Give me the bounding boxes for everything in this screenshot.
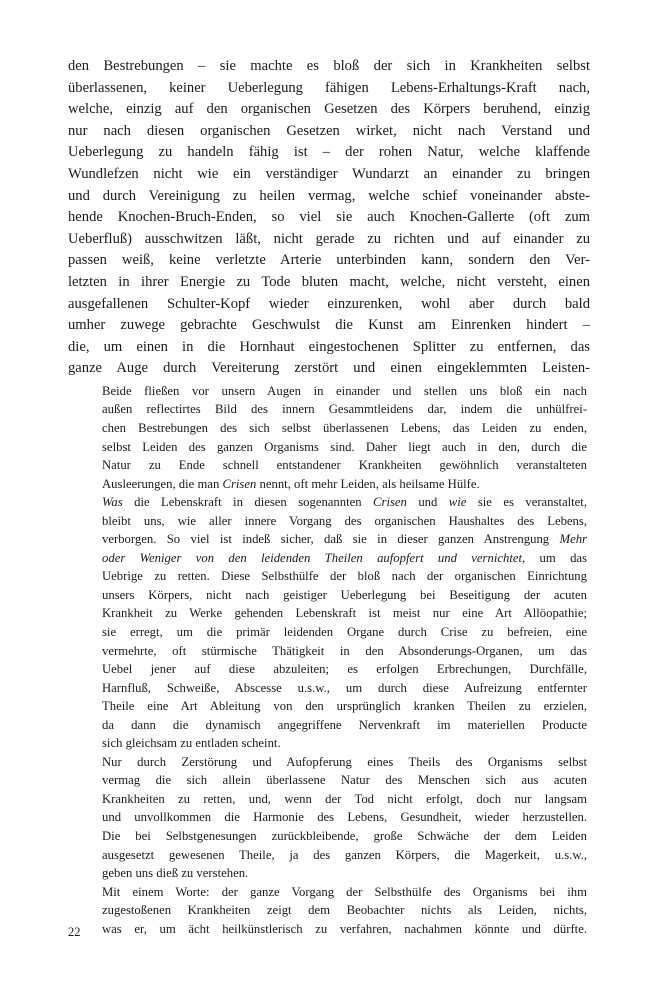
text-line: die, um einen in die Hornhaut eingestochenen Splitter zu entfernen, das xyxy=(68,338,590,355)
note-line: und unvollkommen die Harmonie des Lebens, Gesundheit, wieder herzustellen. xyxy=(102,810,587,825)
text-line: Ueberfluß) ausschwitzen läßt, nicht gerade zu richten und auf einander zu xyxy=(68,230,590,247)
note-line: zugestoßenen Krankheiten zeigt dem Beobachter nichts als Leiden, nichts, xyxy=(102,903,587,918)
text-line: welche, einzig auf den organischen Gesetzen des Körpers beruhend, einzig xyxy=(68,101,590,118)
text-line: ausgefallenen Schulter-Kopf wieder einzurenken, wohl aber durch bald xyxy=(68,295,590,312)
note-line: außen reflectirtes Bild des innern Gesammtleidens dar, indem die unhülfrei- xyxy=(102,402,587,417)
note-text: verborgen. So viel ist indeß sicher, daß sie in dieser ganzen Anstrengung xyxy=(102,532,560,547)
note-line: was er, um ächt heilkünstlerisch zu verfahren, nachahmen könnte und dürfte. xyxy=(102,921,587,936)
note-line: Uebrige zu retten. Diese Selbsthülfe der bloß nach der organischen Einrichtung xyxy=(102,569,587,584)
note-line xyxy=(102,530,587,549)
note-text: die Lebenskraft in diesen sogenannten xyxy=(122,495,374,510)
text-line: hende Knochen-Bruch-Enden, so viel sie auch Knochen-Gallerte (oft zum xyxy=(68,209,590,226)
indented-note-block xyxy=(102,382,587,938)
note-line: Beide fließen vor unsern Augen in einander und stellen uns bloß ein nach xyxy=(102,383,587,398)
text-line: und durch Vereinigung zu heilen vermag, welche schief voneinander abste- xyxy=(68,187,590,204)
italic-term: wie xyxy=(448,495,467,510)
italic-phrase: Mehr xyxy=(559,532,587,547)
text-line: letzten in ihrer Energie zu Tode bluten macht, welche, nicht versteht, einen xyxy=(68,273,590,290)
text-line: überlassenen, keiner Ueberlegung fähigen Lebens-Erhaltungs-Kraft nach, xyxy=(68,79,590,96)
note-line: Krankheit zu Werke gehenden Lebenskraft ist meist nur eine Art Allöopathie; xyxy=(102,606,587,621)
note-line: vermag die sich allein überlassene Natur des Menschen sich aus acuten xyxy=(102,773,587,788)
note-line: Nur durch Zerstörung und Aufopferung eines Theils des Organisms selbst xyxy=(102,754,587,769)
note-line: geben uns dieß zu verstehen. xyxy=(102,866,249,881)
note-line: sich gleichsam zu entladen scheint. xyxy=(102,736,281,751)
note-line: da dann die dynamisch angegriffene Nervenkraft im materiellen Producte xyxy=(102,717,587,732)
note-line xyxy=(102,493,587,512)
text-line: passen weiß, keine verletzte Arterie unterbinden kann, sondern den Ver- xyxy=(68,252,590,269)
note-text: und xyxy=(406,495,449,510)
note-line: vermehrte, oft stürmische Thätigkeit in den Absonderungs-Organen, um das xyxy=(102,643,587,658)
note-line: chen Bestrebungen des sich selbst überlassenen Lebens, das Leiden zu enden, xyxy=(102,421,587,435)
note-line: unsers Körpers, nicht nach geistiger Ueberlegung bei Beseitigung der acuten xyxy=(102,587,587,602)
note-line: Die bei Selbstgenesungen zurückbleibende, große Schwäche der dem Leiden xyxy=(102,829,587,844)
note-line: sie erregt, um die primär leidenden Organe durch Crise zu befreien, eine xyxy=(102,625,587,640)
note-text: um das xyxy=(525,550,587,565)
note-line: Mit einem Worte: der ganze Vorgang der Selbsthülfe des Organisms bei ihm xyxy=(102,884,587,899)
italic-term: Crisen xyxy=(373,495,407,510)
italic-term: Was xyxy=(102,495,123,510)
note-line xyxy=(102,475,587,494)
main-paragraph xyxy=(68,56,590,380)
note-line: bleibt uns, wie aller innere Vorgang des organischen Haushaltes des Lebens, xyxy=(102,513,587,528)
note-line: selbst Leiden des ganzen Organisms sind. Daher liegt auch in den, durch die xyxy=(102,439,587,454)
italic-phrase: oder Weniger von den leidenden Theilen aufopfert und vernichtet, xyxy=(102,550,526,565)
text-line: Ueberlegung zu handeln fähig ist – der rohen Natur, welche klaffende xyxy=(68,144,590,161)
text-line: den Bestrebungen – sie machte es bloß der sich in Krankheiten selbst xyxy=(68,58,590,74)
italic-term: Crisen xyxy=(222,476,257,491)
text-line: umher zuwege gebrachte Geschwulst die Kunst am Einrenken hindert – xyxy=(68,317,590,334)
note-line: Harnfluß, Schweiße, Abscesse u.s.w., um durch diese Aufreizung entfernter xyxy=(102,680,587,695)
text-line: Wundlefzen nicht wie ein verständiger Wundarzt an einander zu bringen xyxy=(68,165,590,182)
text-line: ganze Auge durch Vereiterung zerstört und einen eingeklemmten Leisten- xyxy=(68,360,590,377)
note-line: Natur zu Ende schnell entstandener Krankheiten gewöhnlich veranstalteten xyxy=(102,458,587,473)
note-text: sie es veranstaltet, xyxy=(466,495,587,510)
note-line: ausgesetzt gewesenen Theile, ja des ganzen Körpers, die Magerkeit, u.s.w., xyxy=(102,847,587,862)
note-text: nennt, oft mehr Leiden, als heilsame Hülfe. xyxy=(256,476,480,491)
note-line: Theile eine Art Ableitung von den ursprünglich kranken Theilen zu erzielen, xyxy=(102,699,587,714)
note-line xyxy=(102,549,587,568)
note-line: Uebel jener auf diese abzuleiten; es erfolgen Erbrechungen, Durchfälle, xyxy=(102,662,587,677)
text-line: nur nach diesen organischen Gesetzen wirket, nicht nach Verstand und xyxy=(68,122,590,139)
note-line: Krankheiten zu retten, und, wenn der Tod nicht erfolgt, doch nur langsam xyxy=(102,791,587,806)
page-body xyxy=(68,56,590,938)
note-text: Ausleerungen, die man xyxy=(102,476,223,491)
page-number: 22 xyxy=(68,925,81,939)
